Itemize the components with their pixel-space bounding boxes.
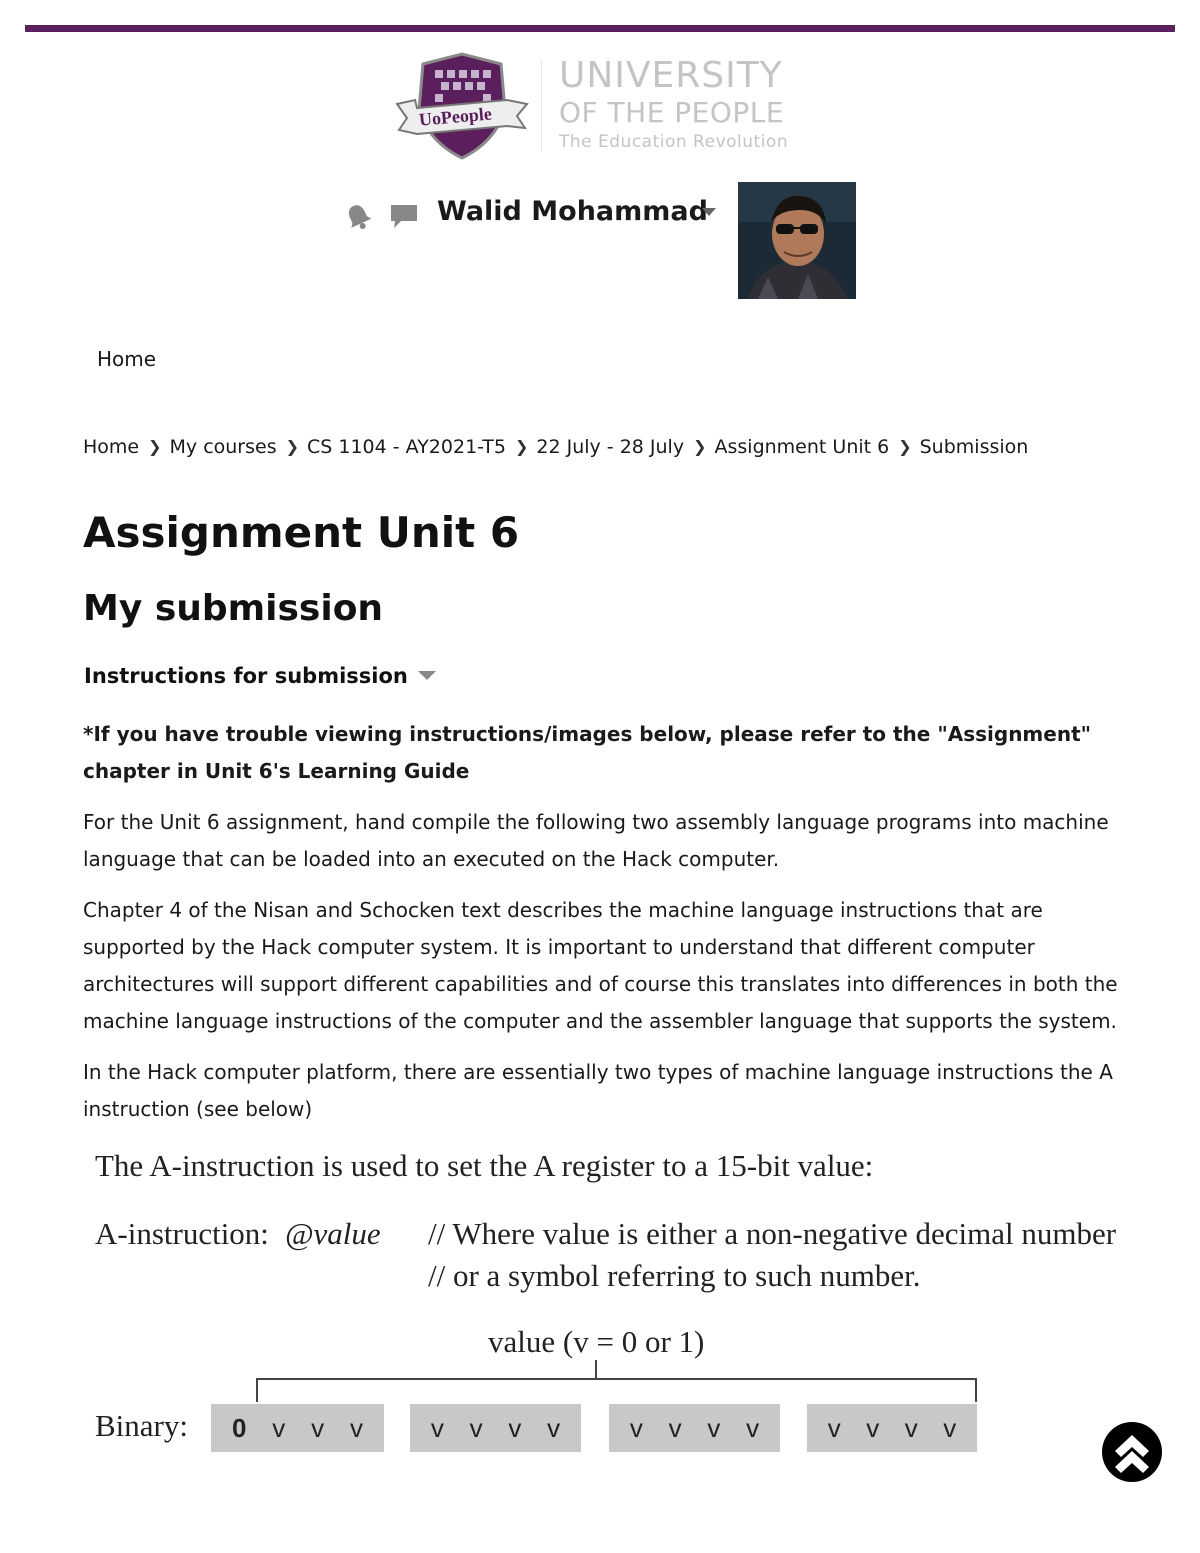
bracket-line <box>256 1378 976 1380</box>
bit: v <box>272 1412 286 1443</box>
bracket-stem <box>595 1360 597 1378</box>
user-name[interactable]: Walid Mohammad <box>437 196 708 227</box>
chevron-down-icon <box>418 671 436 680</box>
figure-comment-2: // or a symbol referring to such number. <box>428 1258 921 1293</box>
chevron-right-icon: ❯ <box>898 437 912 456</box>
bell-icon[interactable] <box>342 200 374 232</box>
double-chevron-up-icon[interactable] <box>1101 1421 1163 1483</box>
nav-home-link[interactable]: Home <box>97 347 157 371</box>
breadcrumb-submission[interactable]: Submission <box>919 436 1029 458</box>
chevron-right-icon: ❯ <box>514 437 529 456</box>
breadcrumb-week[interactable]: 22 July - 28 July <box>536 436 685 458</box>
shield-logo-icon <box>395 52 530 160</box>
bit: v <box>707 1412 721 1443</box>
chevron-down-icon[interactable] <box>702 208 716 216</box>
university-logo[interactable] <box>395 52 815 162</box>
breadcrumb-my-courses[interactable]: My courses <box>169 436 277 458</box>
bit-group-2 <box>410 1404 581 1452</box>
logo-line-university: UNIVERSITY <box>559 55 783 96</box>
bit-group-4 <box>807 1404 977 1452</box>
bracket-right <box>975 1378 977 1402</box>
avatar[interactable] <box>738 182 856 299</box>
bit: v <box>547 1412 561 1443</box>
bracket-left <box>256 1378 258 1402</box>
logo-wordmark <box>559 56 788 154</box>
bit: v <box>469 1412 483 1443</box>
bit: v <box>311 1412 325 1443</box>
breadcrumb <box>83 436 1028 458</box>
bit: v <box>350 1412 364 1443</box>
paragraph-intro: For the Unit 6 assignment, hand compile the following two assembly language programs into machine language that can be loaded into an executed on the Hack computer. <box>83 810 1109 871</box>
figure-binary-label: Binary: <box>95 1408 188 1443</box>
viewing-notice: *If you have trouble viewing instructions/images below, please refer to the "Assignment" chapter in Unit 6's Learning Guide <box>83 722 1092 783</box>
top-accent-bar <box>25 25 1175 32</box>
paragraph-hack-platform: In the Hack computer platform, there are essentially two types of machine language instructions the A instruction (see below) <box>83 1060 1113 1121</box>
logo-tagline: The Education Revolution <box>559 132 789 152</box>
bit: v <box>430 1412 444 1443</box>
bit: v <box>746 1412 760 1443</box>
bit: v <box>904 1412 918 1443</box>
instructions-content <box>83 716 1123 1142</box>
bit: v <box>827 1412 841 1443</box>
instructions-toggle-label: Instructions for submission <box>84 664 408 688</box>
bit: v <box>629 1412 643 1443</box>
breadcrumb-home[interactable]: Home <box>83 436 140 458</box>
figure-value-label: value (v = 0 or 1) <box>488 1324 705 1359</box>
bit: v <box>668 1412 682 1443</box>
badge-text: UoPeople <box>418 103 493 130</box>
bit: v <box>508 1412 522 1443</box>
a-instruction-figure <box>80 1140 1120 1470</box>
breadcrumb-course[interactable]: CS 1104 - AY2021-T5 <box>307 436 506 458</box>
chevron-right-icon: ❯ <box>285 437 300 456</box>
instructions-toggle[interactable] <box>84 664 436 688</box>
user-bar <box>340 182 860 302</box>
paragraph-chapter4: Chapter 4 of the Nisan and Schocken text describes the machine language instructions that are supported by the Hack computer system. It is important to understand that different computer architectures will support different capabilities and of course this translates into differences in both the machine language instructions of the computer and the assembler language that supports the system. <box>83 898 1118 1033</box>
figure-instruction-label: A-instruction: <box>95 1216 269 1251</box>
chat-bubble-icon[interactable] <box>388 200 420 232</box>
bit: 0 <box>231 1412 247 1443</box>
bit-group-1 <box>211 1404 384 1452</box>
figure-heading: The A-instruction is used to set the A register to a 15-bit value: <box>95 1148 874 1183</box>
chevron-right-icon: ❯ <box>148 437 162 456</box>
bit: v <box>866 1412 880 1443</box>
logo-divider <box>541 60 542 152</box>
figure-comment-1: // Where value is either a non-negative decimal number <box>428 1216 1117 1251</box>
page-title: Assignment Unit 6 <box>83 508 520 557</box>
section-title: My submission <box>83 588 384 629</box>
chevron-right-icon: ❯ <box>693 437 707 456</box>
bit-group-3 <box>609 1404 780 1452</box>
bit: v <box>943 1412 957 1443</box>
figure-syntax: @value <box>285 1216 381 1251</box>
logo-line-of-the-people: OF THE PEOPLE <box>559 96 785 129</box>
breadcrumb-assignment[interactable]: Assignment Unit 6 <box>714 436 890 458</box>
